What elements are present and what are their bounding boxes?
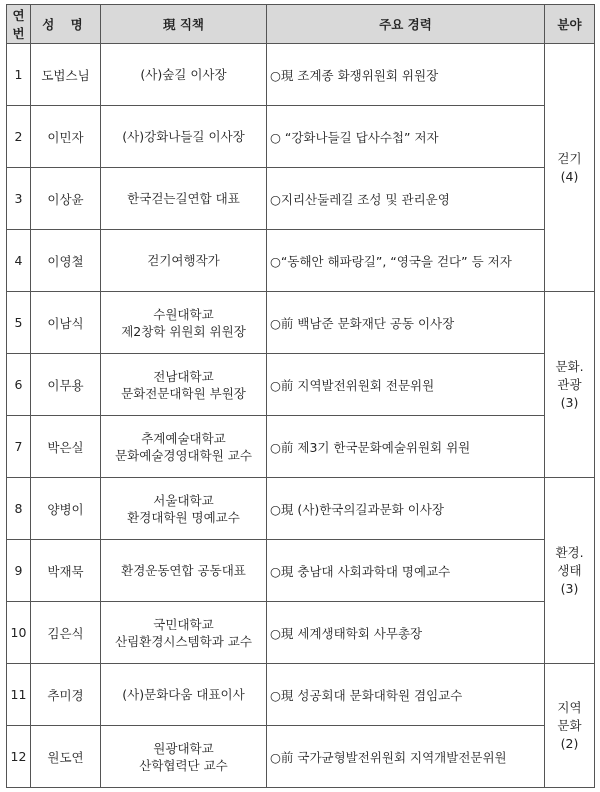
member-career: ○前 제3기 한국문화예술위원회 위원: [267, 416, 545, 478]
header-career: 주요 경력: [267, 5, 545, 44]
member-name: 박은실: [31, 416, 101, 478]
member-position: [101, 726, 267, 788]
field-line: (2): [560, 735, 579, 751]
table-row: [7, 726, 595, 788]
row-number: 5: [7, 292, 31, 354]
field-line: 생태: [557, 562, 582, 578]
position-line: 한국걷는길연합 대표: [127, 191, 240, 206]
member-career: ○前 지역발전위원회 전문위원: [267, 354, 545, 416]
row-number: 2: [7, 106, 31, 168]
table-row: [7, 478, 595, 540]
member-name: 이상윤: [31, 168, 101, 230]
position-line: 원광대학교: [153, 740, 214, 756]
member-name: 이남식: [31, 292, 101, 354]
header-no: 연 번: [7, 5, 31, 44]
member-position: [101, 602, 267, 664]
row-number: 10: [7, 602, 31, 664]
field-line: 문화.: [555, 358, 584, 374]
table-row: [7, 292, 595, 354]
row-number: 1: [7, 44, 31, 106]
table-row: [7, 106, 595, 168]
member-position: [101, 540, 267, 602]
member-name: 이영철: [31, 230, 101, 292]
member-name: 김은식: [31, 602, 101, 664]
position-line: 문화예술경영대학원 교수: [115, 447, 252, 463]
member-position: [101, 416, 267, 478]
member-career: ○ “강화나들길 답사수첩” 저자: [267, 106, 545, 168]
row-number: 8: [7, 478, 31, 540]
member-name: 원도연: [31, 726, 101, 788]
member-name: 박재묵: [31, 540, 101, 602]
field-line: (4): [560, 168, 579, 184]
member-career: ○現 충남대 사회과학대 명예교수: [267, 540, 545, 602]
roster-body: [7, 44, 595, 788]
table-row: [7, 416, 595, 478]
row-number: 9: [7, 540, 31, 602]
field-category: [545, 292, 595, 478]
field-line: 환경.: [555, 544, 584, 560]
position-line: 국민대학교: [153, 616, 214, 632]
member-position: [101, 44, 267, 106]
row-number: 7: [7, 416, 31, 478]
member-name: 이민자: [31, 106, 101, 168]
member-career: ○前 국가균형발전위원회 지역개발전문위원: [267, 726, 545, 788]
position-line: 수원대학교: [153, 306, 214, 322]
member-position: [101, 292, 267, 354]
member-position: [101, 106, 267, 168]
table-row: [7, 168, 595, 230]
table-row: [7, 230, 595, 292]
member-name: 이무용: [31, 354, 101, 416]
member-career: ○前 백남준 문화재단 공동 이사장: [267, 292, 545, 354]
field-line: 지역: [557, 699, 582, 715]
field-line: (3): [560, 394, 579, 410]
member-career: ○지리산둘레길 조성 및 관리운영: [267, 168, 545, 230]
position-line: 전남대학교: [153, 368, 214, 384]
field-category: [545, 44, 595, 292]
member-position: [101, 354, 267, 416]
position-line: 환경운동연합 공동대표: [121, 563, 246, 578]
header-row: [7, 5, 595, 44]
member-career: ○現 (사)한국의길과문화 이사장: [267, 478, 545, 540]
member-name: 도법스님: [31, 44, 101, 106]
member-career: ○現 조계종 화쟁위원회 위원장: [267, 44, 545, 106]
table-row: [7, 664, 595, 726]
member-career: ○現 성공회대 문화대학원 겸임교수: [267, 664, 545, 726]
member-position: [101, 230, 267, 292]
row-number: 12: [7, 726, 31, 788]
table-row: [7, 602, 595, 664]
row-number: 6: [7, 354, 31, 416]
position-line: 서울대학교: [153, 492, 214, 508]
row-number: 4: [7, 230, 31, 292]
field-category: [545, 478, 595, 664]
position-line: 환경대학원 명예교수: [127, 509, 240, 525]
member-name: 양병이: [31, 478, 101, 540]
table-row: [7, 354, 595, 416]
field-category: [545, 664, 595, 788]
field-line: (3): [560, 580, 579, 596]
position-line: 추계예술대학교: [141, 430, 226, 446]
committee-roster-table: [6, 4, 595, 788]
field-line: 걷기: [557, 150, 582, 166]
row-number: 3: [7, 168, 31, 230]
row-number: 11: [7, 664, 31, 726]
position-line: (사)강화나들길 이사장: [122, 129, 245, 144]
position-line: 문화전문대학원 부원장: [121, 385, 246, 401]
position-line: 걷기여행작가: [147, 253, 220, 268]
member-career: ○現 세계생태학회 사무총장: [267, 602, 545, 664]
member-position: [101, 478, 267, 540]
member-career: ○“동해안 해파랑길”, “영국을 걷다” 등 저자: [267, 230, 545, 292]
member-name: 추미경: [31, 664, 101, 726]
header-position: 現 직책: [101, 5, 267, 44]
field-line: 문화: [557, 717, 582, 733]
header-name: 성 명: [31, 5, 101, 44]
table-row: [7, 44, 595, 106]
table-row: [7, 540, 595, 602]
member-position: [101, 168, 267, 230]
position-line: 제2창학 위원회 위원장: [121, 323, 246, 339]
position-line: 산학협력단 교수: [139, 757, 228, 773]
header-field: 분야: [545, 5, 595, 44]
position-line: (사)숲길 이사장: [140, 67, 227, 82]
field-line: 관광: [557, 376, 582, 392]
position-line: 산림환경시스템학과 교수: [115, 633, 252, 649]
position-line: (사)문화다움 대표이사: [122, 687, 245, 702]
member-position: [101, 664, 267, 726]
